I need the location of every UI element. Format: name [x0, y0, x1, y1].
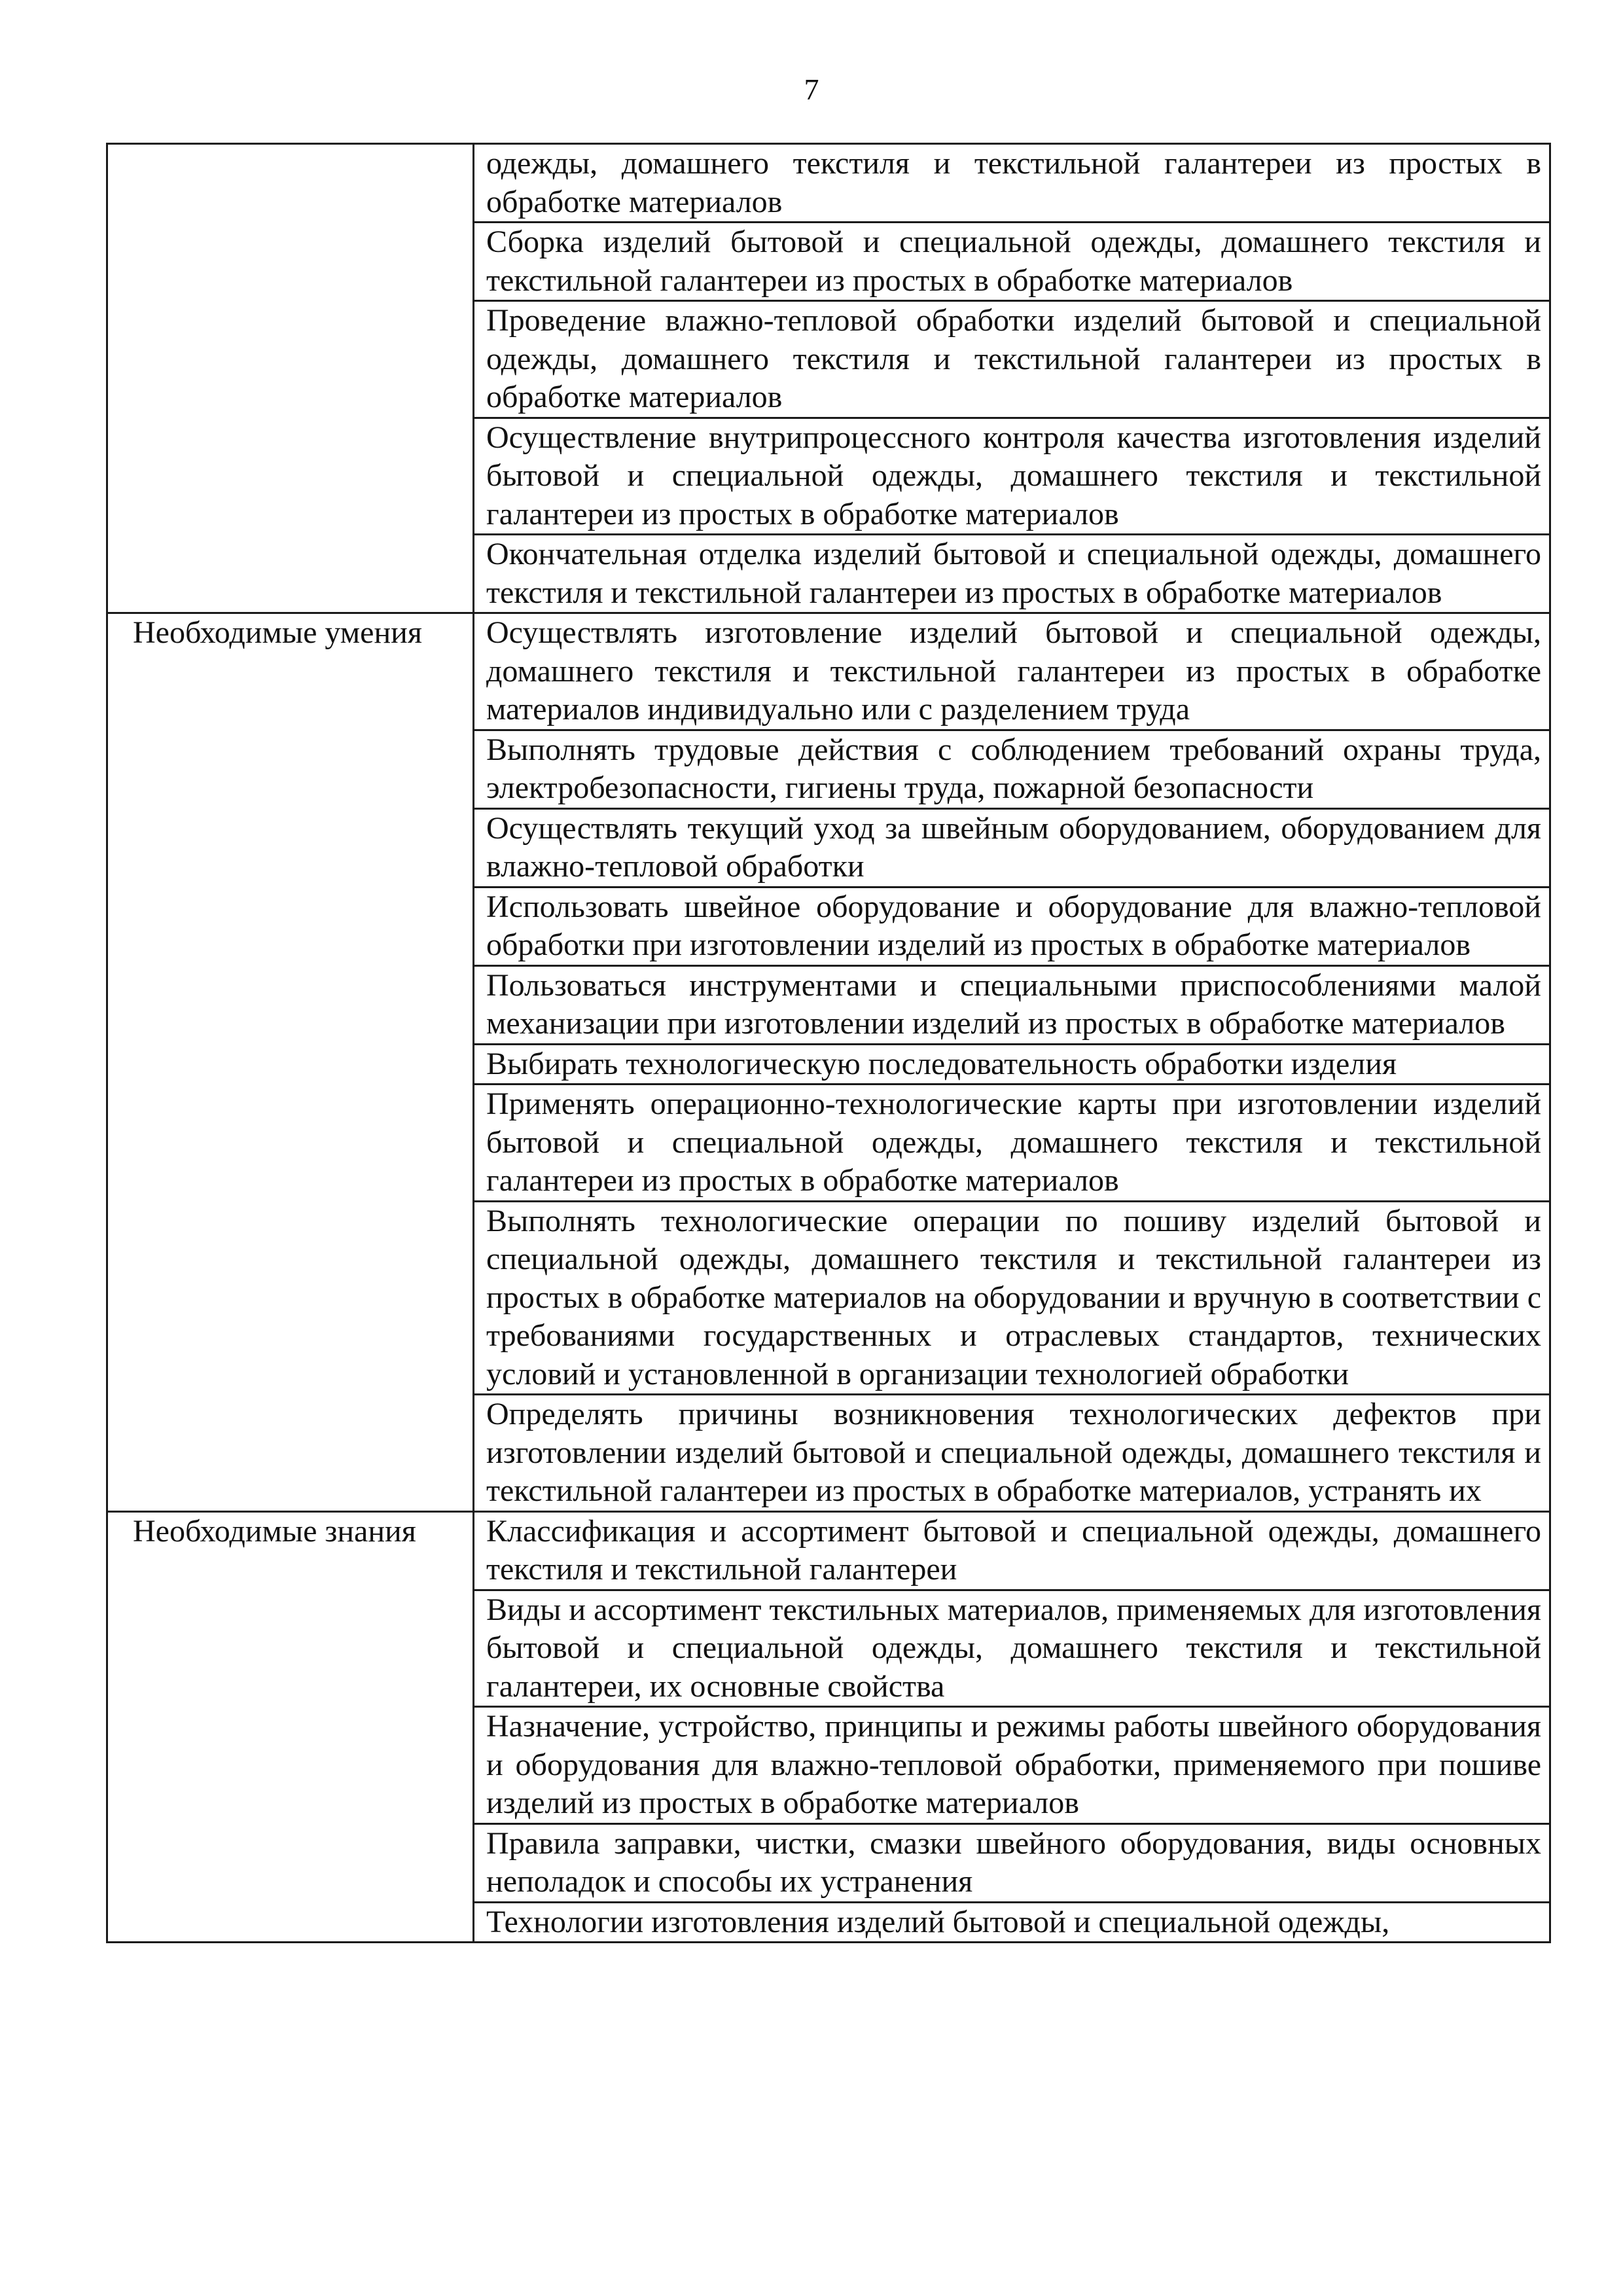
- requirement-cell: Правила заправки, чистки, смазки швейного оборудования, виды основных неполадок и способы их устранения: [474, 1823, 1550, 1902]
- requirement-cell: Окончательная отделка изделий бытовой и специальной одежды, домашнего текстиля и текстильной галантереи из простых в обработке материалов: [474, 535, 1550, 613]
- requirement-cell: Классификация и ассортимент бытовой и специальной одежды, домашнего текстиля и текстильной галантереи: [474, 1511, 1550, 1590]
- table-row: [107, 1511, 1550, 1590]
- section-label: Необходимые умения: [107, 613, 474, 1512]
- requirement-cell: одежды, домашнего текстиля и текстильной галантереи из простых в обработке материалов: [474, 144, 1550, 223]
- requirement-cell: Технологии изготовления изделий бытовой и специальной одежды,: [474, 1902, 1550, 1943]
- page-number: 7: [804, 73, 819, 106]
- requirement-cell: Выбирать технологическую последовательность обработки изделия: [474, 1044, 1550, 1085]
- section-label-continued: [107, 144, 474, 613]
- requirement-cell: Применять операционно-технологические карты при изготовлении изделий бытовой и специальной одежды, домашнего текстиля и текстильной галантереи из простых в обработке материалов: [474, 1085, 1550, 1202]
- table-row: [107, 613, 1550, 730]
- requirements-table: [106, 143, 1551, 1943]
- requirement-cell: Использовать швейное оборудование и оборудование для влажно-тепловой обработки при изготовлении изделий из простых в обработке материалов: [474, 887, 1550, 965]
- requirements-table-body: [107, 144, 1550, 1943]
- requirement-cell: Выполнять технологические операции по пошиву изделий бытовой и специальной одежды, домашнего текстиля и текстильной галантереи из простых в обработке материалов на оборудовании и вручную в соответствии с требованиями государственных и отраслевых стандартов, технических условий и установленной в организации технологией обработки: [474, 1201, 1550, 1395]
- requirement-cell: Определять причины возникновения технологических дефектов при изготовлении изделий бытовой и специальной одежды, домашнего текстиля и текстильной галантереи из простых в обработке материалов, устранять их: [474, 1395, 1550, 1512]
- requirement-cell: Проведение влажно-тепловой обработки изделий бытовой и специальной одежды, домашнего текстиля и текстильной галантереи из простых в обработке материалов: [474, 301, 1550, 418]
- requirement-cell: Осуществление внутрипроцессного контроля качества изготовления изделий бытовой и специальной одежды, домашнего текстиля и текстильной галантереи из простых в обработке материалов: [474, 418, 1550, 535]
- requirement-cell: Виды и ассортимент текстильных материалов, применяемых для изготовления бытовой и специальной одежды, домашнего текстиля и текстильной галантереи, их основные свойства: [474, 1590, 1550, 1707]
- requirement-cell: Осуществлять текущий уход за швейным оборудованием, оборудованием для влажно-тепловой обработки: [474, 808, 1550, 887]
- requirement-cell: Пользоваться инструментами и специальными приспособлениями малой механизации при изготовлении изделий из простых в обработке материалов: [474, 965, 1550, 1044]
- requirement-cell: Сборка изделий бытовой и специальной одежды, домашнего текстиля и текстильной галантереи из простых в обработке материалов: [474, 223, 1550, 301]
- section-label: Необходимые знания: [107, 1511, 474, 1943]
- requirement-cell: Назначение, устройство, принципы и режимы работы швейного оборудования и оборудования для влажно-тепловой обработки, применяемого при пошиве изделий из простых в обработке материалов: [474, 1707, 1550, 1824]
- requirement-cell: Осуществлять изготовление изделий бытовой и специальной одежды, домашнего текстиля и текстильной галантереи из простых в обработке материалов индивидуально или с разделением труда: [474, 613, 1550, 730]
- requirement-cell: Выполнять трудовые действия с соблюдением требований охраны труда, электробезопасности, гигиены труда, пожарной безопасности: [474, 730, 1550, 808]
- table-row: [107, 144, 1550, 223]
